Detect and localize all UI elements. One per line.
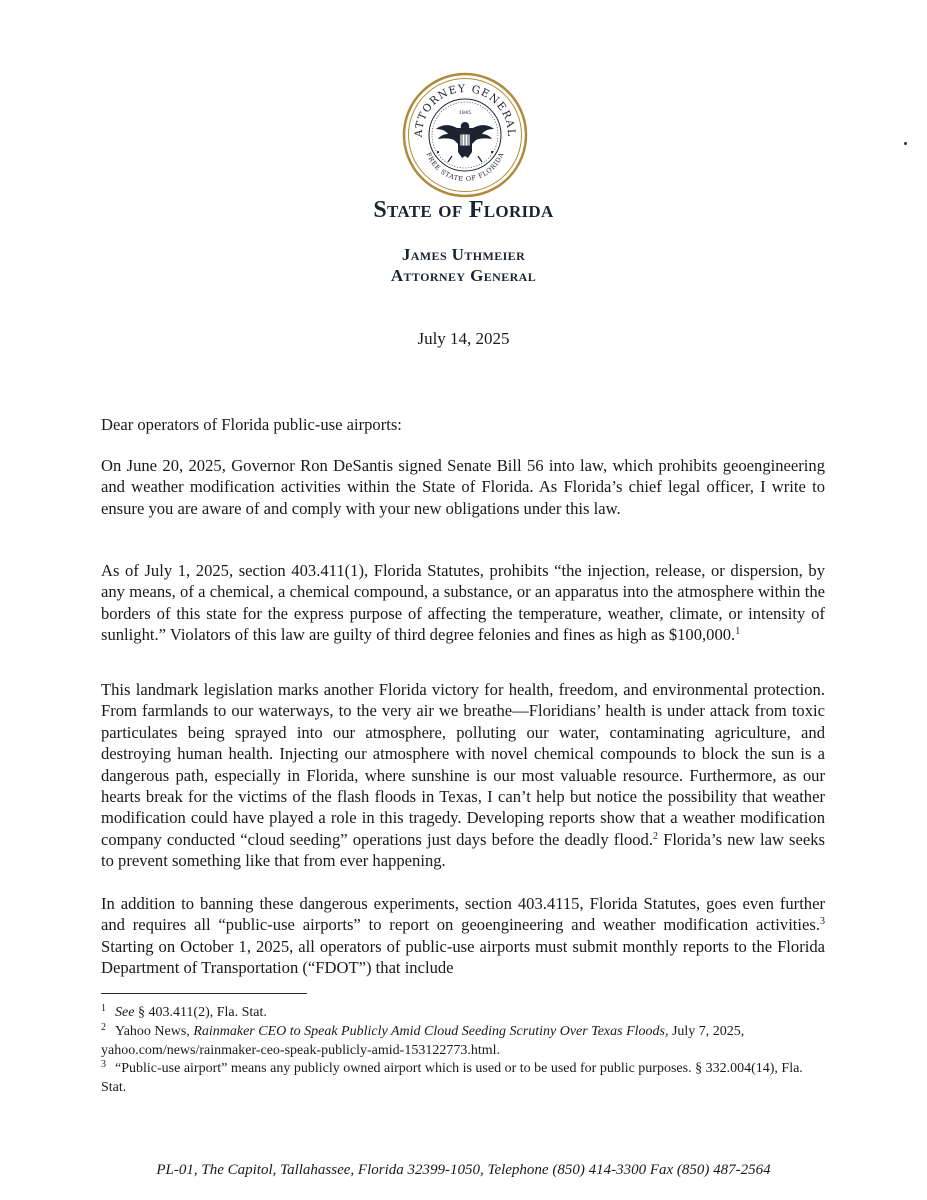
officer-name: James Uthmeier — [401, 245, 526, 264]
footnote-ref-3: 3 — [820, 916, 825, 928]
svg-text:FREE STATE OF FLORIDA: FREE STATE OF FLORIDA — [424, 151, 506, 184]
attorney-general-seal — [402, 72, 528, 198]
paragraph-airports-text: In addition to banning these dangerous experiments, section 403.4115, Florida Statutes, goes even further and requires all “public-use airports” to report on geoengineering and weather modification activities. — [101, 894, 825, 935]
office-address: PL-01, The Capitol, Tallahassee, Florida 32399-1050, Telephone (850) 414-3300 Fax (850) 487-2564 — [156, 1162, 771, 1178]
footnote-1-text: § 403.411(2), Fla. Stat. — [134, 1005, 267, 1020]
officer-title: Attorney General — [390, 266, 537, 285]
salutation: Dear operators of Florida public-use airports: — [101, 415, 402, 434]
footnote-1-signal: See — [115, 1005, 135, 1020]
footnote-2: 2 Yahoo News, Rainmaker CEO to Speak Publicly Amid Cloud Seeding Scrutiny Over Texas Floods, July 7, 2025, yahoo.com/news/rainmaker-ceo-speak-publicly-amid-153122773.html. — [101, 1022, 745, 1058]
svg-text:ATTORNEY GENERAL: ATTORNEY GENERAL — [412, 82, 518, 138]
paragraph-statute-text: As of July 1, 2025, section 403.411(1), Florida Statutes, prohibits “the injection, release, or dispersion, by any means, of a chemical, a chemical compound, a substance, or an apparatus into the atmosphere within the borders of this state for the express purpose of affecting the temperature, weather, climate, or intensity of sunlight.” Violators of this law are guilty of third degree felonies and fines as high as $100,000. — [101, 561, 825, 645]
footnote-2-title: Rainmaker CEO to Speak Publicly Amid Cloud Seeding Scrutiny Over Texas Floods — [193, 1024, 665, 1039]
footnote-divider — [101, 993, 307, 994]
paragraph-airports — [101, 893, 825, 979]
footnote-2-details: , July 7, 2025, yahoo.com/news/rainmaker-ceo-speak-publicly-amid-153122773.html. — [101, 1024, 745, 1058]
footnote-1: 1 See § 403.411(2), Fla. Stat. — [101, 1003, 267, 1020]
paragraph-airports-continued: Starting on October 1, 2025, all operators of public-use airports must submit monthly reports to the Florida Department of Transportation (“FDOT”) that include — [101, 936, 825, 978]
paragraph-landmark-closing: Florida’s new law seeks to prevent something like that from ever happening. — [101, 829, 825, 871]
svg-text:1845: 1845 — [458, 110, 472, 116]
letter-date: July 14, 2025 — [417, 329, 510, 348]
footnote-2-source: Yahoo News, — [115, 1024, 194, 1039]
paragraph-landmark — [101, 679, 825, 872]
paragraph-statute — [101, 560, 825, 646]
paragraph-senate-bill: On June 20, 2025, Governor Ron DeSantis signed Senate Bill 56 into law, which prohibits geoengineering and weather modification activities within the State of Florida. As Florida’s chief legal officer, I write to ensure you are aware of and comply with your new obligations under this law. — [101, 456, 825, 518]
footnote-ref-1: 1 — [735, 626, 741, 638]
footnote-3-text: “Public-use airport” means any publicly owned airport which is used or to be used for public purposes. § 332.004(14), Fla. Stat. — [101, 1061, 803, 1095]
scan-speck — [904, 142, 907, 145]
state-title: State of Florida — [373, 197, 554, 223]
footnote-3: 3 “Public-use airport” means any publicly owned airport which is used or to be used for public purposes. § 332.004(14), Fla. Stat. — [101, 1059, 803, 1095]
paragraph-landmark-text: This landmark legislation marks another Florida victory for health, freedom, and environmental protection. From farmlands to our waterways, to the very air we breathe—Floridians’ health is under attack from toxic particulates being sprayed into our atmosphere, polluting our water, contaminating agriculture, and destroying human health. Injecting our atmosphere with novel chemical compounds to block the sun is a dangerous path, especially in Florida, where sunshine is our most valuable resource. Furthermore, as our hearts break for the victims of the flash floods in Texas, I can’t help but notice the possibility that weather modification could have played a role in this tragedy. Developing reports show that a weather modification company conducted “cloud seeding” operations just days before the deadly flood. — [101, 680, 825, 849]
footnote-ref-2: 2 — [652, 830, 658, 842]
